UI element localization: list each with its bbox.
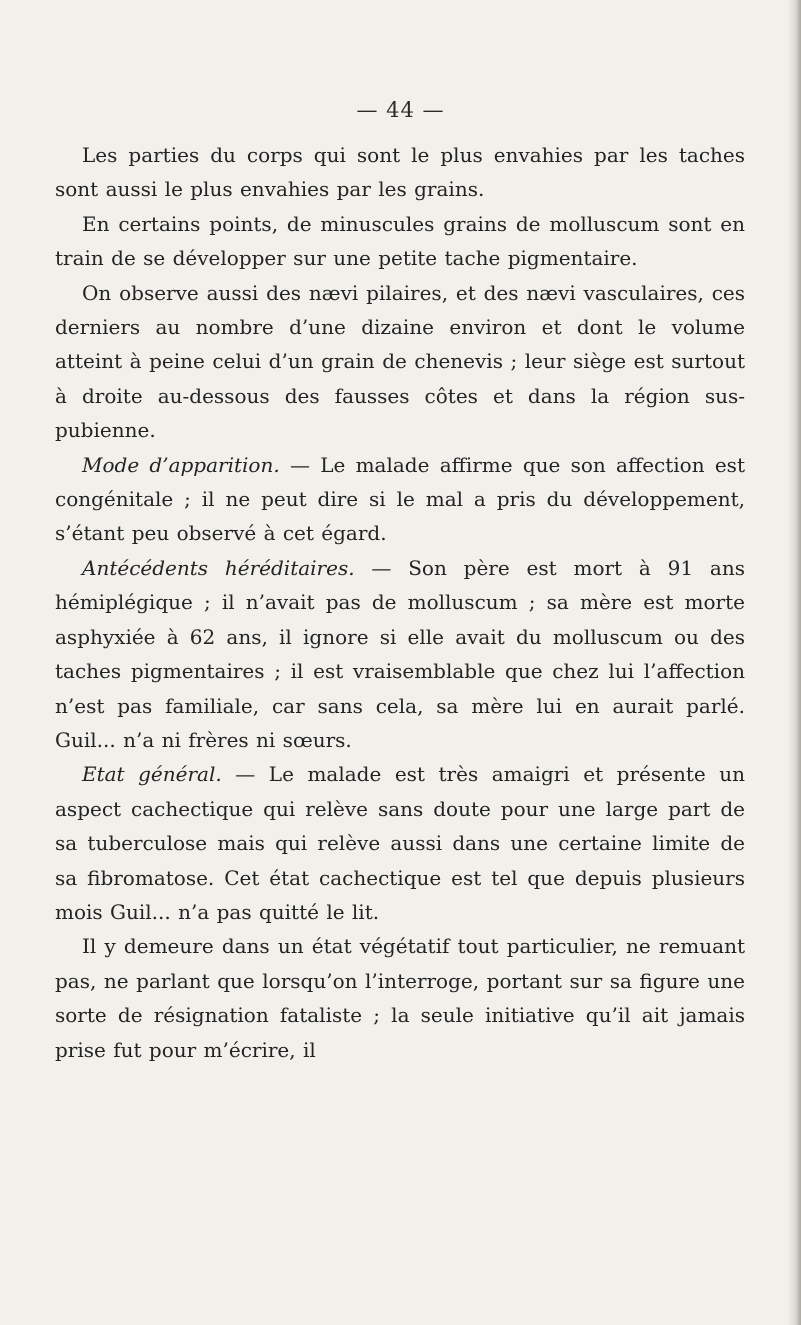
- paragraph-grains: [55, 207, 745, 276]
- section-heading-antecedents: Antécédents héréditaires.: [82, 555, 355, 580]
- paragraph-mode-apparition: [55, 448, 745, 551]
- paragraph-parties: [55, 138, 745, 207]
- paragraph-text: Les parties du corps qui sont le plus envahies par les taches sont aussi le plus envahies par les grains.: [55, 143, 745, 202]
- section-heading-etat-general: Etat général.: [82, 762, 222, 787]
- paragraph-text: Il y demeure dans un état végétatif tout particulier, ne remuant pas, ne parlant que lorsqu’on l’interroge, portant sur sa figure une sorte de résignation fataliste ; la seule initiative qu’il ait jamais prise fut pour m’écrire, il: [55, 934, 745, 1062]
- section-heading-mode-apparition: Mode d’apparition.: [82, 452, 280, 477]
- paragraph-text: — Le malade affirme que son affection est congénitale ; il ne peut dire si le mal a pris du développement, s’étant peu observé à cet égard.: [55, 452, 745, 546]
- page-number: — 44 —: [356, 98, 445, 122]
- paragraph-text: — Le malade est très amaigri et présente un aspect cachectique qui relève sans doute pour une large part de sa tuberculose mais qui relève aussi dans une certaine limite de sa fibromatose. Cet état cachectique est tel que depuis plusieurs mois Guil... n’a pas quitté le lit.: [55, 762, 745, 924]
- paragraph-text: En certains points, de minuscules grains de molluscum sont en train de se développer sur une petite tache pigmentaire.: [55, 211, 745, 271]
- paragraph-etat-vegetatif: [55, 929, 745, 1067]
- paragraph-antecedents: [55, 551, 745, 757]
- paragraph-naevi: [55, 276, 745, 448]
- page-edge-shadow: [787, 0, 801, 1325]
- paragraph-text: On observe aussi des nævi pilaires, et des nævi vasculaires, ces derniers au nombre d’une dizaine environ et dont le volume atteint à peine celui d’un grain de chenevis ; leur siège est surtout à droite au-dessous des fausses côtes et dans la région sus-pubienne.: [55, 280, 745, 443]
- body-text: [55, 138, 745, 1067]
- paragraph-text: — Son père est mort à 91 ans hémiplégique ; il n’avait pas de molluscum ; sa mère est morte asphyxiée à 62 ans, il ignore si elle avait du molluscum ou des taches pigmentaires ; il est vraisemblable que chez lui l’affection n’est pas familiale, car sans cela, sa mère lui en aurait parlé. Guil... n’a ni frères ni sœurs.: [55, 555, 745, 752]
- paragraph-etat-general: [55, 757, 745, 929]
